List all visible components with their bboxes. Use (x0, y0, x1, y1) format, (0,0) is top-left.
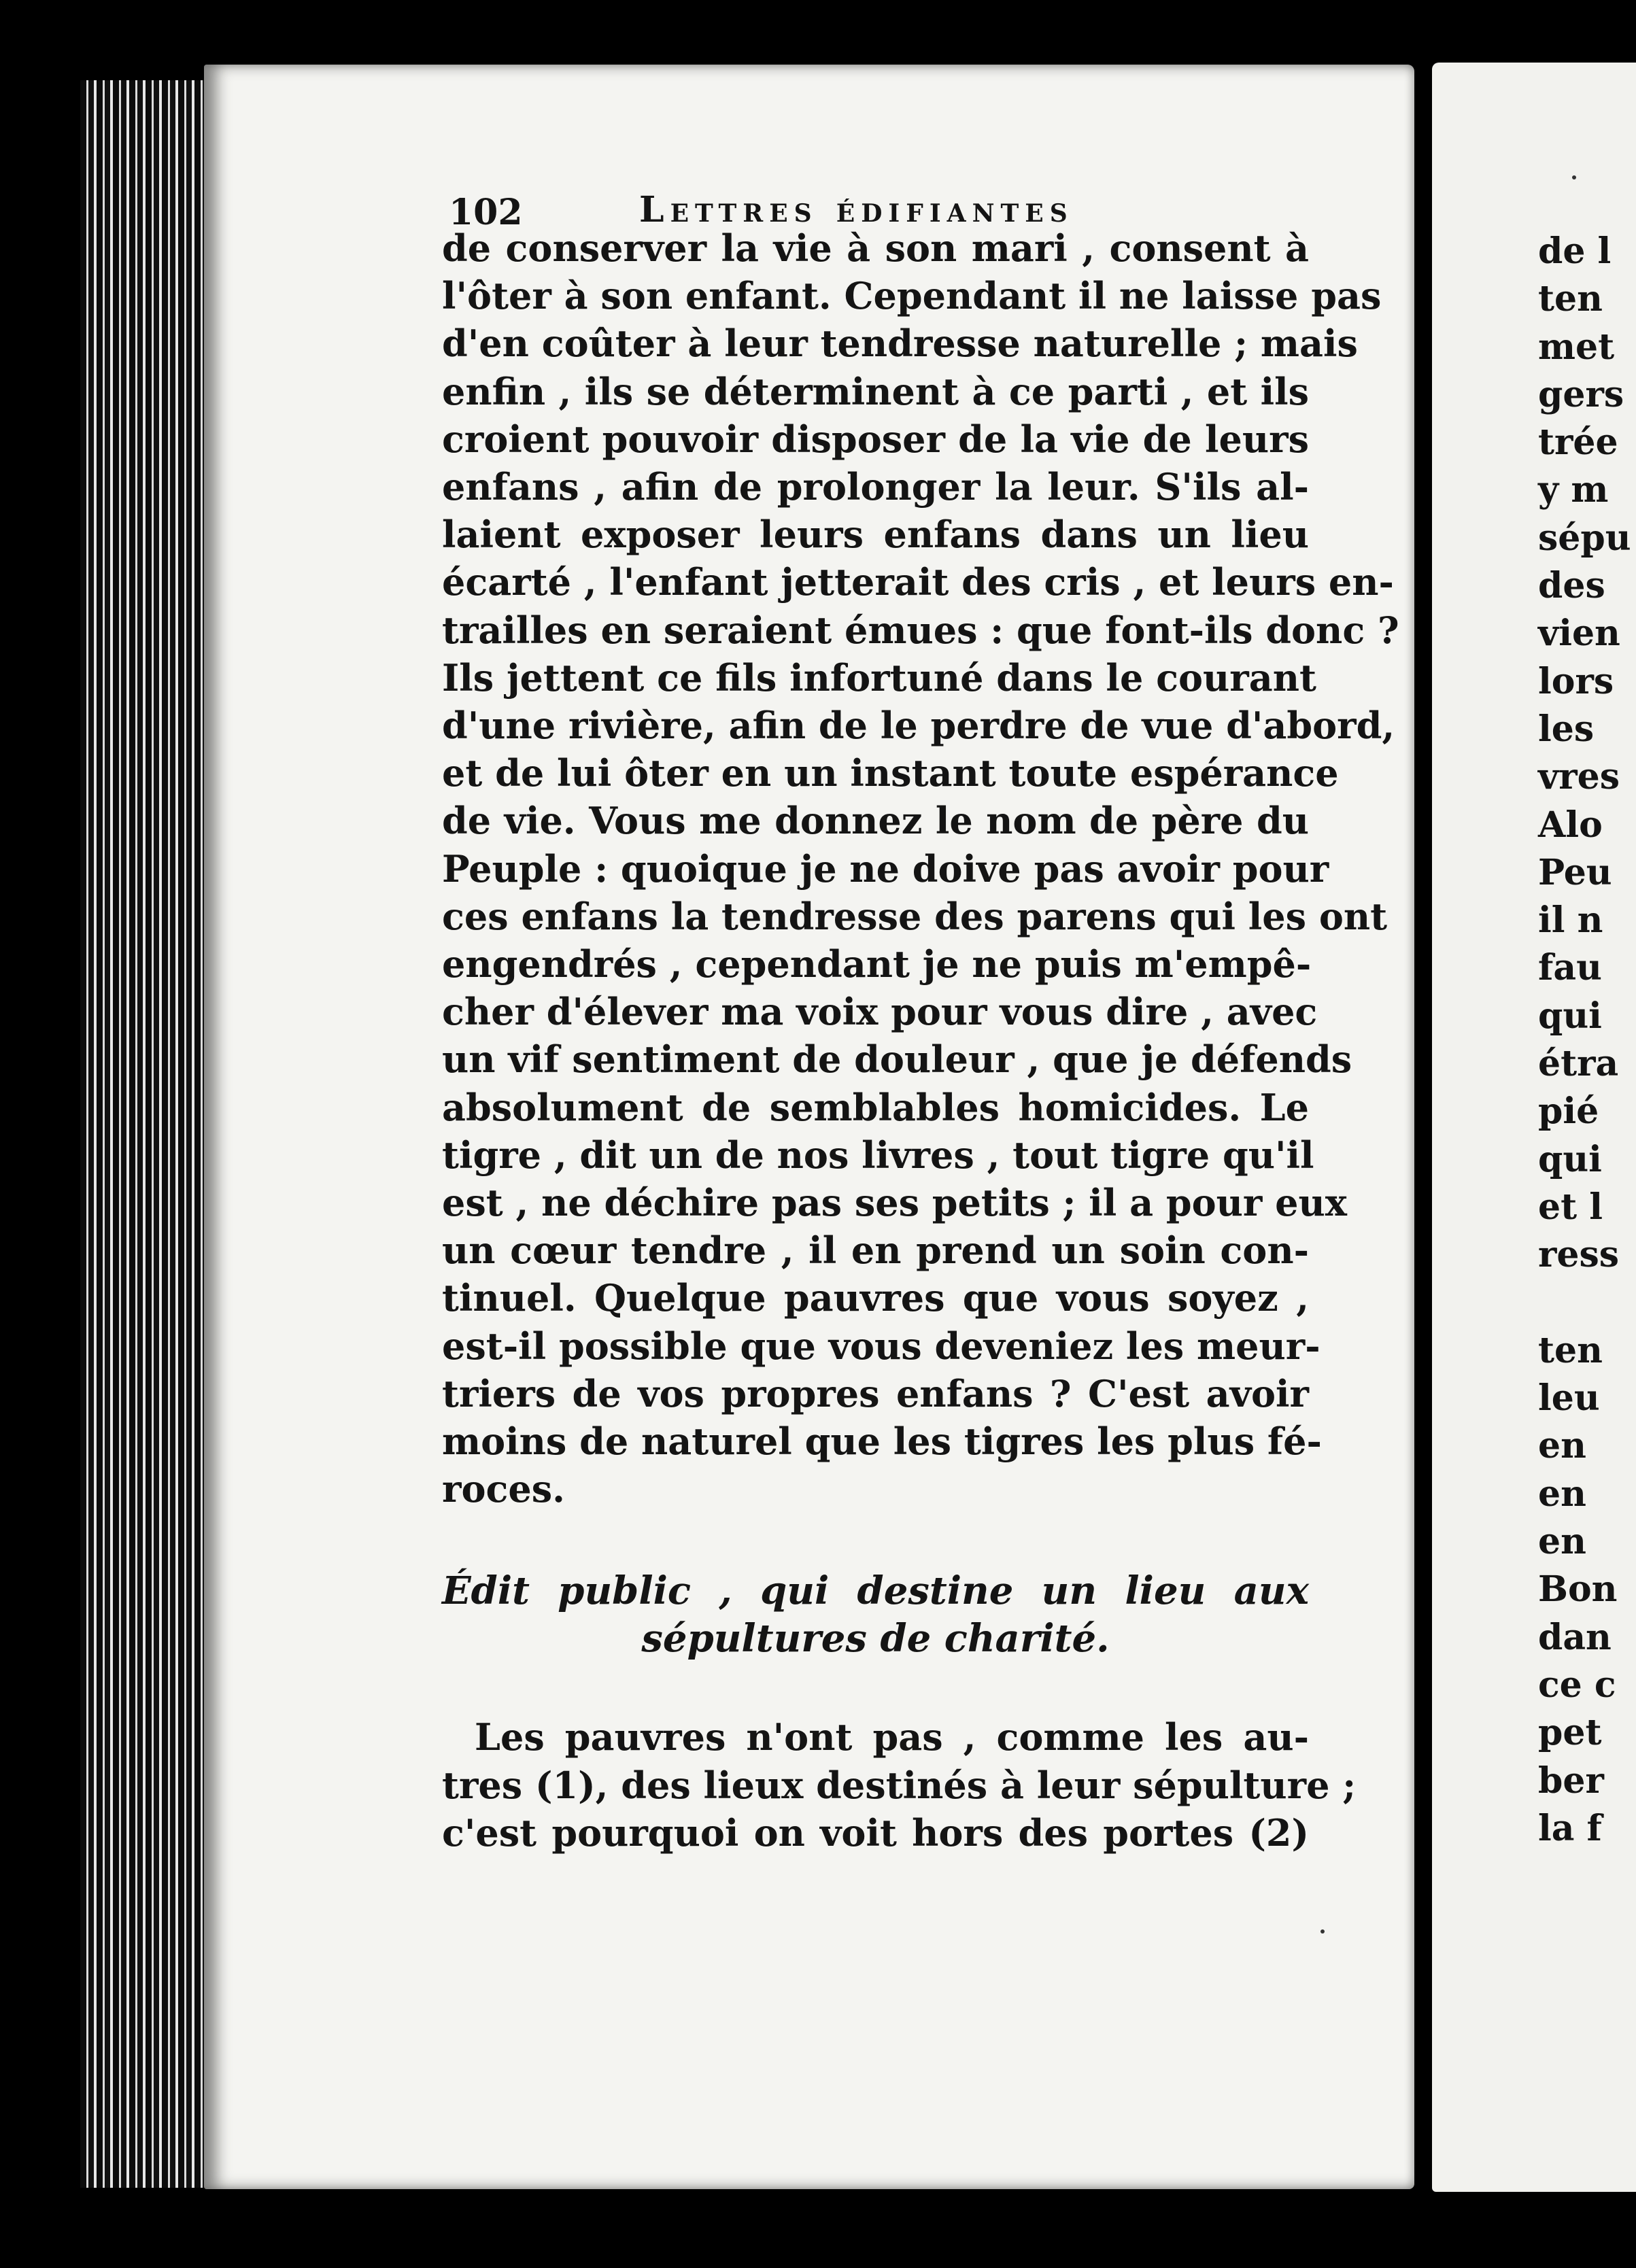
fragment-line: ce c (1538, 1664, 1616, 1706)
text-line: enfin , ils se déterminent à ce parti , et ils (442, 369, 1309, 413)
fragment-line: sépu (1538, 517, 1631, 559)
fragment-line: en (1538, 1521, 1586, 1563)
text-line: triers de vos propres enfans ? C'est avoir (442, 1371, 1309, 1415)
fragment-line: et l (1538, 1186, 1603, 1228)
text-line: de vie. Vous me donnez le nom de père du (442, 799, 1309, 843)
text-line: d'une rivière, afin de le perdre de vue d'abord, (442, 704, 1395, 748)
fragment-line: ress (1538, 1234, 1620, 1276)
fragment-line: vien (1538, 613, 1620, 655)
text-line: absolument de semblables homicides. Le (442, 1085, 1309, 1129)
fragment-line: il n (1538, 899, 1603, 942)
fragment-line: Peu (1538, 851, 1612, 893)
text-line: trailles en seraient émues : que font-ils donc ? (442, 608, 1399, 652)
text-line: tres (1), des lieux destinés à leur sépulture ; (442, 1763, 1357, 1807)
fragment-line: trée (1538, 422, 1618, 464)
text-line: un cœur tendre , il en prend un soin con- (442, 1228, 1309, 1273)
fragment-line: qui (1538, 995, 1602, 1037)
fragment-line: dan (1538, 1616, 1612, 1658)
section-heading-line: sépultures de charité. (641, 1616, 1110, 1661)
fragment-line: de l (1538, 230, 1612, 272)
fragment-line: pié (1538, 1090, 1599, 1133)
text-line: un vif sentiment de douleur , que je défends (442, 1037, 1352, 1082)
text-line: c'est pourquoi on voit hors des portes (2) (442, 1811, 1309, 1855)
text-line: est , ne déchire pas ses petits ; il a pour eux (442, 1181, 1347, 1225)
section-heading (442, 1567, 1309, 1662)
section-heading-line: Édit public , qui destine un lieu aux (442, 1568, 1309, 1613)
second-paragraph (442, 1713, 1357, 1857)
fragment-line: fau (1538, 947, 1602, 989)
book-gutter (1414, 54, 1432, 2189)
ink-speck (1572, 175, 1576, 179)
fragment-line: en (1538, 1473, 1586, 1515)
fragment-line: Bon (1538, 1568, 1618, 1611)
text-line: et de lui ôter en un instant toute espérance (442, 751, 1339, 795)
fragment-line: ten (1538, 1329, 1603, 1371)
right-page-text-fragments (1538, 228, 1631, 1853)
text-line: l'ôter à son enfant. Cependant il ne laisse pas (442, 274, 1382, 318)
fragment-line: vres (1538, 756, 1620, 798)
fragment-line: les (1538, 708, 1595, 750)
text-line: Peuple : quoique je ne doive pas avoir pour (442, 846, 1329, 891)
text-line: tigre , dit un de nos livres , tout tigre qu'il (442, 1133, 1314, 1177)
text-line: est-il possible que vous deveniez les meur- (442, 1324, 1320, 1368)
text-line: cher d'élever ma voix pour vous dire , avec (442, 990, 1318, 1034)
fragment-line (1538, 1279, 1613, 1327)
ink-speck (1320, 1929, 1325, 1934)
fragment-line: leu (1538, 1377, 1600, 1420)
fragment-line: Alo (1538, 804, 1603, 846)
text-line: engendrés , cependant je ne puis m'empê- (442, 942, 1312, 986)
text-line: écarté , l'enfant jetterait des cris , et leurs en- (442, 560, 1394, 604)
fragment-line: met (1538, 326, 1615, 368)
fragment-line: y m (1538, 469, 1609, 511)
fragment-line: pet (1538, 1712, 1602, 1754)
text-line: ces enfans la tendresse des parens qui les ont (442, 894, 1388, 938)
fragment-line: des (1538, 565, 1605, 607)
text-line: enfans , afin de prolonger la leur. S'ils al- (442, 465, 1309, 509)
main-paragraph (442, 224, 1399, 1513)
text-line: laient exposer leurs enfans dans un lieu (442, 513, 1309, 557)
fragment-line: ten (1538, 278, 1603, 320)
fragment-line: lors (1538, 660, 1614, 702)
fragment-line: la f (1538, 1807, 1602, 1849)
text-line: Ils jettent ce fils infortuné dans le courant (442, 655, 1316, 700)
fragment-line: gers (1538, 373, 1624, 415)
text-line: croient pouvoir disposer de la vie de leurs (442, 417, 1309, 461)
page-number: 102 (449, 192, 523, 233)
fragment-line: étra (1538, 1043, 1619, 1085)
text-line: de conserver la vie à son mari , consent à (442, 226, 1309, 270)
text-line: roces. (442, 1467, 565, 1511)
fragment-line: ber (1538, 1759, 1604, 1802)
text-line: tinuel. Quelque pauvres que vous soyez , (442, 1276, 1309, 1320)
fragment-line: qui (1538, 1138, 1602, 1180)
text-line: moins de naturel que les tigres les plus fé- (442, 1420, 1322, 1464)
fragment-line: en (1538, 1425, 1586, 1467)
running-head-title: Lettres édifiantes (639, 189, 1074, 230)
page-edges (80, 80, 216, 2188)
text-line: d'en coûter à leur tendresse naturelle ; mais (442, 322, 1358, 366)
text-line: Les pauvres n'ont pas , comme les au- (475, 1715, 1309, 1759)
